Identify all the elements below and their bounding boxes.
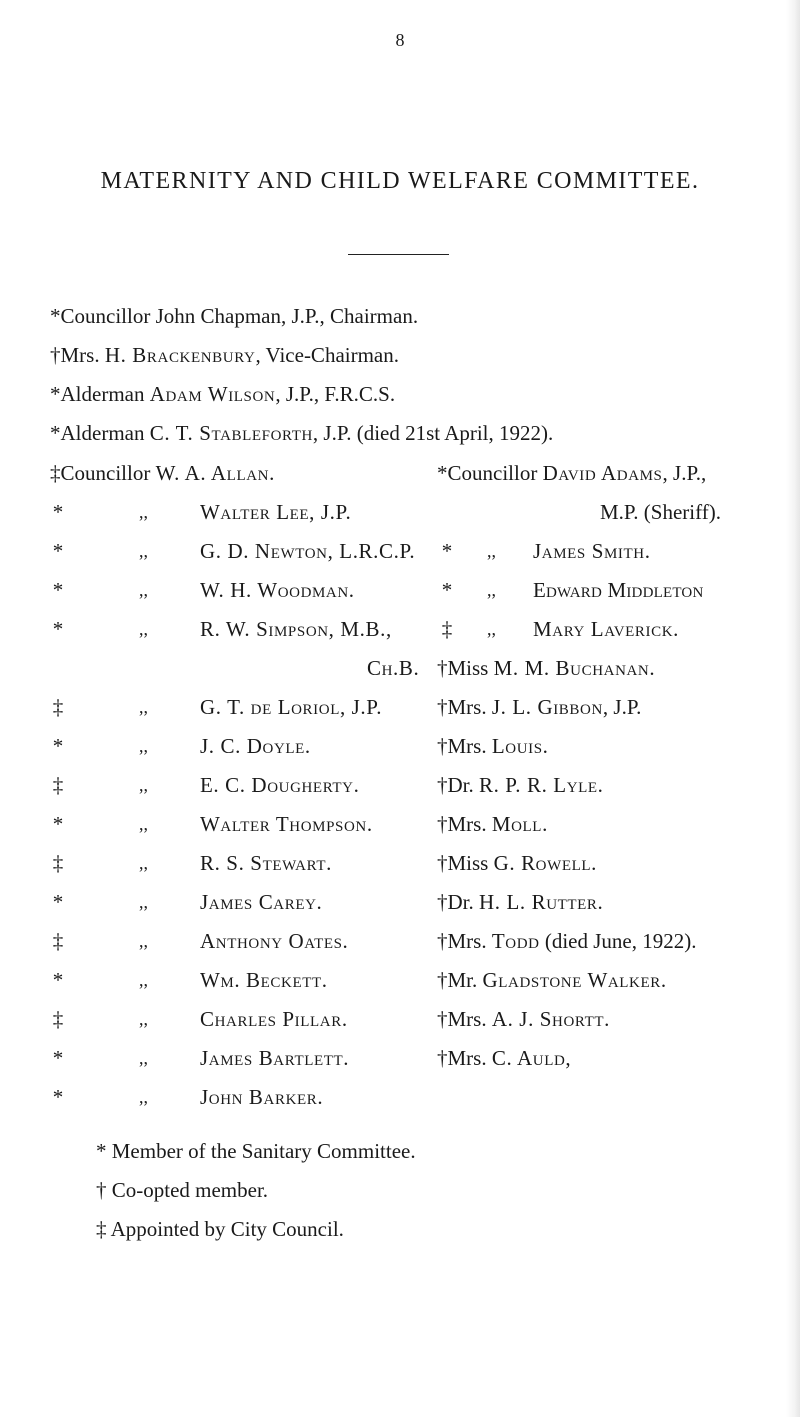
member-name: Louis.: [491, 734, 549, 758]
ditto-mark: ,,: [139, 541, 148, 561]
member-name: R. W. Simpson, M.B.,: [200, 617, 392, 641]
member-title: Mrs.: [447, 929, 487, 953]
member-suffix: (died June, 1922).: [539, 929, 697, 953]
footnote-mark: *: [52, 539, 64, 563]
member-name: James Carey.: [200, 890, 323, 914]
member-name: David Adams: [542, 461, 663, 485]
member-name: John Barker.: [200, 1085, 324, 1109]
member-name: W. H. Woodman.: [200, 578, 355, 602]
coopted-member: [437, 1007, 610, 1031]
coopted-member: [437, 1046, 571, 1070]
member-name: R. P. R. Lyle.: [479, 773, 604, 797]
footnote-mark: *: [52, 578, 64, 602]
footnote-mark: †: [437, 890, 448, 914]
member-name: C. T. Stableforth: [149, 421, 313, 445]
footnote-mark: *: [52, 968, 64, 992]
member-name: Walter Thompson.: [200, 812, 373, 836]
ditto-mark: ,,: [139, 697, 148, 717]
ditto-mark: ,,: [139, 1048, 148, 1068]
footnote-mark: †: [437, 1007, 448, 1031]
page-title: MATERNITY AND CHILD WELFARE COMMITTEE.: [100, 168, 700, 194]
member-name: R. S. Stewart.: [200, 851, 332, 875]
footnote-mark: †: [437, 734, 448, 758]
member-name: H. Brackenbury: [104, 343, 256, 367]
member-title: Miss: [447, 851, 489, 875]
footnote-mark: †: [437, 929, 448, 953]
member-role: Mrs.: [60, 343, 100, 367]
footnote-mark: ‡: [441, 617, 453, 641]
member-title: Mrs.: [447, 1007, 487, 1031]
ditto-mark: ,,: [139, 580, 148, 600]
footnote-mark: †: [50, 343, 61, 367]
title-rule: [348, 254, 449, 255]
footnote-text: Appointed by City Council.: [110, 1217, 344, 1241]
member-suffix: , J.P.: [602, 695, 642, 719]
member-title: Mrs.: [447, 734, 487, 758]
vice-chairman-line: [50, 343, 399, 367]
member-role: Councillor: [447, 461, 538, 485]
footnote-mark: †: [437, 656, 448, 680]
coopted-member: [437, 929, 696, 953]
alderman-line: [50, 421, 553, 445]
footnote-mark: *: [52, 1085, 64, 1109]
coopted-member: [437, 695, 641, 719]
footnote-mark: †: [437, 968, 448, 992]
ditto-mark: ,,: [139, 502, 148, 522]
member-name: G. Rowell.: [493, 851, 598, 875]
coopted-member: [437, 812, 548, 836]
member-name: Anthony Oates.: [200, 929, 349, 953]
member-suffix: , J.P., Chairman.: [280, 304, 419, 328]
member-name: John Chapman: [155, 304, 281, 328]
left-first-line: [50, 461, 275, 485]
ditto-mark: ,,: [139, 970, 148, 990]
member-name: C. Auld,: [491, 1046, 572, 1070]
member-role: Councillor: [60, 461, 151, 485]
member-name: A. J. Shortt.: [491, 1007, 611, 1031]
footnote-mark: ‡: [96, 1217, 107, 1241]
member-title: Dr.: [447, 773, 474, 797]
ditto-mark: ,,: [487, 541, 496, 561]
member-title: Dr.: [447, 890, 474, 914]
footnote-mark: †: [96, 1178, 107, 1202]
member-name: J. C. Doyle.: [200, 734, 311, 758]
member-name: Moll.: [491, 812, 548, 836]
footnote-mark: *: [441, 578, 453, 602]
footnote-mark: †: [437, 1046, 448, 1070]
member-name: Adam Wilson: [149, 382, 276, 406]
footnote-mark: *: [52, 500, 64, 524]
member-name: James Bartlett.: [200, 1046, 350, 1070]
footnote-mark: ‡: [52, 773, 64, 797]
ditto-mark: ,,: [139, 892, 148, 912]
ditto-mark: ,,: [139, 1009, 148, 1029]
ditto-mark: ,,: [139, 736, 148, 756]
footnote-mark: *: [52, 812, 64, 836]
member-name: E. C. Dougherty.: [200, 773, 360, 797]
member-title: Mrs.: [447, 695, 487, 719]
right-first-line: [437, 461, 706, 485]
member-name-continuation: M.P. (Sheriff).: [600, 500, 721, 524]
coopted-member: [437, 656, 655, 680]
member-suffix: , Vice-Chairman.: [255, 343, 399, 367]
ditto-mark: ,,: [139, 775, 148, 795]
member-role: Alderman: [60, 421, 145, 445]
coopted-member: [437, 734, 549, 758]
footnote-mark: *: [437, 461, 448, 485]
footnote-mark: *: [52, 890, 64, 914]
member-name: Wm. Beckett.: [200, 968, 328, 992]
ditto-mark: ,,: [487, 619, 496, 639]
member-name: G. D. Newton, L.R.C.P.: [200, 539, 416, 563]
member-title: Mrs.: [447, 1046, 487, 1070]
member-name: W. A. Allan.: [155, 461, 275, 485]
footnote-mark: *: [52, 617, 64, 641]
member-name-continuation: Ch.B.: [367, 656, 420, 680]
footnote-mark: †: [437, 773, 448, 797]
page-edge-shadow: [786, 0, 800, 1417]
footnote-mark: ‡: [52, 929, 64, 953]
footnote-mark: *: [50, 421, 61, 445]
member-name: James Smith.: [533, 539, 651, 563]
member-name: Edward Middleton: [533, 578, 704, 602]
footnote-mark: ‡: [50, 461, 61, 485]
footnote-mark: *: [441, 539, 453, 563]
member-suffix: , J.P., F.R.C.S.: [275, 382, 396, 406]
member-name: J. L. Gibbon: [491, 695, 603, 719]
member-name: G. T. de Loriol, J.P.: [200, 695, 383, 719]
footnote-text: Member of the Sanitary Committee.: [111, 1139, 416, 1163]
member-title: Mr.: [447, 968, 478, 992]
member-title: Mrs.: [447, 812, 487, 836]
footnote-mark: *: [52, 1046, 64, 1070]
member-name: Walter Lee, J.P.: [200, 500, 352, 524]
coopted-member: [437, 890, 603, 914]
chairman-line: [50, 304, 418, 328]
footnote-mark: †: [437, 695, 448, 719]
member-suffix: , J.P.,: [662, 461, 707, 485]
alderman-line: [50, 382, 395, 406]
footnote-mark: *: [50, 304, 61, 328]
footnote-mark: †: [437, 851, 448, 875]
member-role: Councillor: [60, 304, 151, 328]
footnote-coopted: [96, 1178, 268, 1202]
ditto-mark: ,,: [139, 931, 148, 951]
footnote-sanitary: [96, 1139, 416, 1163]
ditto-mark: ,,: [139, 814, 148, 834]
coopted-member: [437, 773, 604, 797]
ditto-mark: ,,: [139, 619, 148, 639]
footnote-mark: *: [50, 382, 61, 406]
page-number: 8: [395, 30, 405, 50]
footnote-mark: ‡: [52, 851, 64, 875]
member-role: Alderman: [60, 382, 145, 406]
footnote-appointed: [96, 1217, 344, 1241]
member-name: Gladstone Walker.: [482, 968, 667, 992]
footnote-mark: *: [96, 1139, 107, 1163]
member-name: H. L. Rutter.: [479, 890, 604, 914]
member-suffix: , J.P. (died 21st April, 1922).: [312, 421, 554, 445]
ditto-mark: ,,: [487, 580, 496, 600]
coopted-member: [437, 968, 667, 992]
ditto-mark: ,,: [139, 1087, 148, 1107]
member-name: Mary Laverick.: [533, 617, 679, 641]
coopted-member: [437, 851, 597, 875]
footnote-mark: *: [52, 734, 64, 758]
member-name: Todd: [491, 929, 540, 953]
ditto-mark: ,,: [139, 853, 148, 873]
footnote-mark: ‡: [52, 1007, 64, 1031]
member-title: Miss: [447, 656, 489, 680]
footnote-mark: ‡: [52, 695, 64, 719]
member-name: M. M. Buchanan.: [493, 656, 656, 680]
footnote-text: Co-opted member.: [111, 1178, 269, 1202]
footnote-mark: †: [437, 812, 448, 836]
member-name: Charles Pillar.: [200, 1007, 348, 1031]
